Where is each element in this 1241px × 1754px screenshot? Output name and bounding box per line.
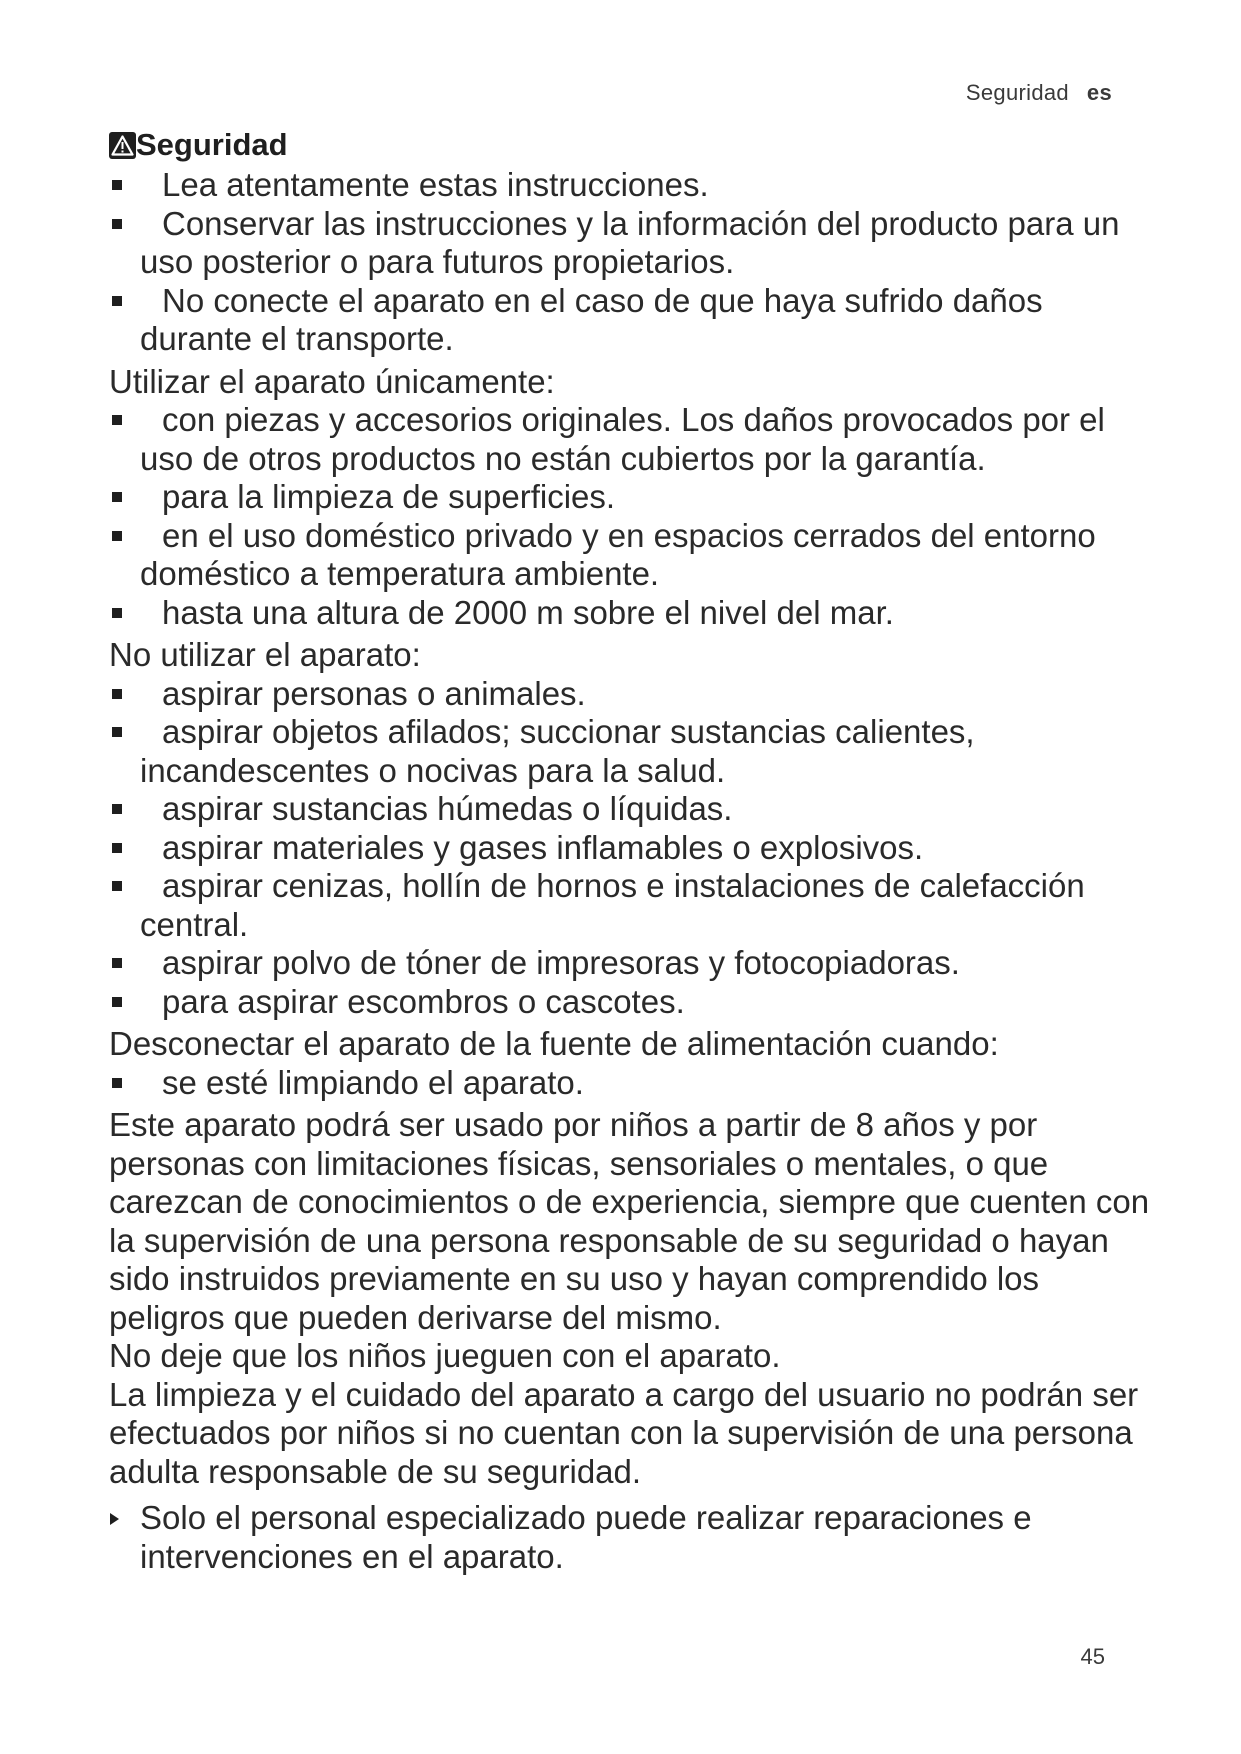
list-item: con piezas y accesorios originales. Los daños provocados por el uso de otros productos no están cubiertos por la garantía. (109, 401, 1159, 478)
bullet-square-icon (112, 881, 122, 891)
list-item: aspirar sustancias húmedas o líquidas. (109, 790, 1159, 829)
children-paragraph: Este aparato podrá ser usado por niños a partir de 8 años y por personas con limitaciones físicas, sensoriales o mentales, o que carezcan de conocimientos o de experiencia, siempre que cuenten con la supervisión de una persona responsable de su seguridad o hayan sido instruidos previamente en su uso y hayan comprendido los peligros que pueden derivarse del mismo. (109, 1106, 1150, 1336)
do-not-heading: No utilizar el aparato: (109, 636, 421, 673)
list-item: se esté limpiando el aparato. (109, 1064, 1159, 1103)
do-not-list (109, 675, 1159, 1022)
bullet-square-icon (112, 415, 122, 425)
cleaning-paragraph: La limpieza y el cuidado del aparato a cargo del usuario no podrán ser efectuados por niños si no cuentan con la supervisión de una persona adulta responsable de su seguridad. (109, 1375, 1139, 1490)
bullet-square-icon (112, 531, 122, 541)
no-play-paragraph: No deje que los niños jueguen con el aparato. (109, 1337, 781, 1374)
bullet-square-icon (112, 727, 122, 737)
bullet-square-icon (112, 296, 122, 306)
use-only-list (109, 401, 1159, 632)
disconnect-list (109, 1064, 1159, 1103)
list-item: Conservar las instrucciones y la información del producto para un uso posterior o para futuros propietarios. (109, 205, 1159, 282)
list-item: No conecte el aparato en el caso de que haya sufrido daños durante el transporte. (109, 282, 1159, 359)
bullet-square-icon (112, 843, 122, 853)
list-item: Lea atentamente estas instrucciones. (109, 166, 1159, 205)
bullet-square-icon (112, 958, 122, 968)
action-item-text: Solo el personal especializado puede realizar reparaciones e intervenciones en el aparato. (140, 1499, 1032, 1575)
section-title (109, 126, 1159, 164)
bullet-square-icon (112, 1078, 122, 1088)
list-item: aspirar objetos afilados; succionar sustancias calientes, incandescentes o nocivas para la salud. (109, 713, 1159, 790)
intro-list (109, 166, 1159, 359)
list-item: aspirar polvo de tóner de impresoras y fotocopiadoras. (109, 944, 1159, 983)
action-item (109, 1499, 1159, 1576)
bullet-square-icon (112, 997, 122, 1007)
bullet-square-icon (112, 608, 122, 618)
list-item: para la limpieza de superficies. (109, 478, 1159, 517)
bullet-square-icon (112, 219, 122, 229)
header-language: es (1086, 80, 1112, 105)
safety-section (109, 126, 1159, 1576)
warning-triangle-icon (109, 132, 136, 159)
use-only-heading: Utilizar el aparato únicamente: (109, 362, 555, 400)
list-item: hasta una altura de 2000 m sobre el nivel del mar. (109, 594, 1159, 633)
list-item: aspirar materiales y gases inflamables o explosivos. (109, 829, 1159, 868)
list-item: en el uso doméstico privado y en espacios cerrados del entorno doméstico a temperatura ambiente. (109, 517, 1159, 594)
list-item: aspirar personas o animales. (109, 675, 1159, 714)
bullet-square-icon (112, 180, 122, 190)
list-item: para aspirar escombros o cascotes. (109, 983, 1159, 1022)
bullet-square-icon (112, 492, 122, 502)
page-number: 45 (1080, 1644, 1105, 1669)
header-section: Seguridad (965, 80, 1069, 105)
action-arrow-icon (110, 1513, 119, 1525)
running-header (966, 80, 1112, 106)
bullet-square-icon (112, 689, 122, 699)
bullet-square-icon (112, 804, 122, 814)
disconnect-heading: Desconectar el aparato de la fuente de alimentación cuando: (109, 1025, 999, 1062)
list-item: aspirar cenizas, hollín de hornos e instalaciones de calefacción central. (109, 867, 1159, 944)
section-title-text: Seguridad (136, 127, 288, 162)
